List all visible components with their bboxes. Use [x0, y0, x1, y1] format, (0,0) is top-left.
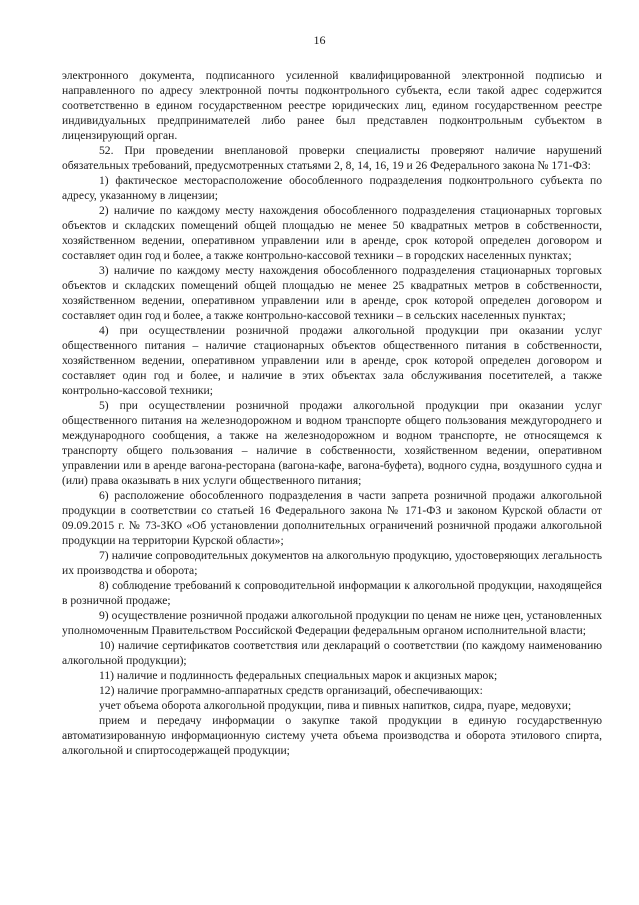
list-item-2: 2) наличие по каждому месту нахождения обособленного подразделения стационарных торговых объектов и складских помещений общей площадью не менее 50 квадратных метров в собственности, хозяйственном ведении, оперативном управлении или в аренде, срок которой определен договором и составляет один год и более, а также контрольно-кассовой техники – в городских населенных пунктах; — [62, 204, 602, 262]
sub-item-information-transfer: прием и передачу информации о закупке такой продукции в единую государственную автоматизированную информационную систему учета объема производства и оборота этилового спирта, алкогольной и спиртосодержащей продукции; — [62, 714, 602, 757]
list-item-11: 11) наличие и подлинность федеральных специальных марок и акцизных марок; — [99, 669, 498, 682]
list-item-9: 9) осуществление розничной продажи алкогольной продукции по ценам не ниже цен, установленных уполномоченным Правительством Российской Федерации федеральным органом исполнительной власти; — [62, 609, 602, 637]
list-item-6: 6) расположение обособленного подразделения в части запрета розничной продажи алкогольной продукции в соответствии со статьей 16 Федерального закона № 171-ФЗ и законом Курской области от 09.09.2015 г. № 73-ЗКО «Об установлении дополнительных ограничений розничной продажи алкогольной продукции на территории Курской области»; — [62, 489, 602, 547]
sub-item-accounting: учет объема оборота алкогольной продукции, пива и пивных напитков, сидра, пуаре, медовухи; — [99, 699, 572, 712]
list-item-8: 8) соблюдение требований к сопроводительной информации к алкогольной продукции, находящейся в розничной продаже; — [62, 579, 602, 607]
list-item-1: 1) фактическое месторасположение обособленного подразделения подконтрольного субъекта по адресу, указанному в лицензии; — [62, 174, 602, 202]
list-item-5: 5) при осуществлении розничной продажи алкогольной продукции при оказании услуг общественного питания на железнодорожном и водном транспорте общего пользования междугороднего и международного сообщения, а также на железнодорожном и водном транспорте, не относящемся к транспорту общего пользования – наличие в собственности, хозяйственном ведении, оперативном управлении или в аренде вагона-ресторана (вагона-кафе, вагона-буфета), водного судна, воздушного судна и (или) права оказывать в них услуги общественного питания; — [62, 399, 602, 487]
list-item-4: 4) при осуществлении розничной продажи алкогольной продукции при оказании услуг общественного питания – наличие стационарных объектов общественного питания в собственности, хозяйственном ведении, оперативном управлении или в аренде, срок которой определен договором и составляет один год и более, и наличие в этих объектах зала обслуживания посетителей, а также контрольно-кассовой техники; — [62, 324, 602, 397]
document-body — [62, 68, 602, 758]
page-number: 16 — [313, 33, 326, 47]
list-item-3: 3) наличие по каждому месту нахождения обособленного подразделения стационарных торговых объектов и складских помещений общей площадью не менее 25 квадратных метров в собственности, хозяйственном ведении, оперативном управлении или в аренде, срок которой определен договором и составляет один год и более, а также контрольно-кассовой техники – в сельских населенных пунктах; — [62, 264, 602, 322]
list-item-10: 10) наличие сертификатов соответствия или деклараций о соответствии (по каждому наименованию алкогольной продукции); — [62, 639, 602, 667]
paragraph-52: 52. При проведении внеплановой проверки специалисты проверяют наличие нарушений обязательных требований, предусмотренных статьями 2, 8, 14, 16, 19 и 26 Федерального закона № 171-ФЗ: — [62, 144, 602, 172]
paragraph-continuation: электронного документа, подписанного усиленной квалифицированной электронной подписью и направленного по адресу электронной почты подконтрольного субъекта, если такой адрес содержится соответственно в едином государственном реестре юридических лиц, едином государственном реестре индивидуальных предпринимателей либо ранее был представлен подконтрольным субъектом в лицензирующий орган. — [62, 69, 602, 142]
list-item-12: 12) наличие программно-аппаратных средств организаций, обеспечивающих: — [99, 684, 483, 697]
list-item-7: 7) наличие сопроводительных документов на алкогольную продукцию, удостоверяющих легальность их производства и оборота; — [62, 549, 602, 577]
